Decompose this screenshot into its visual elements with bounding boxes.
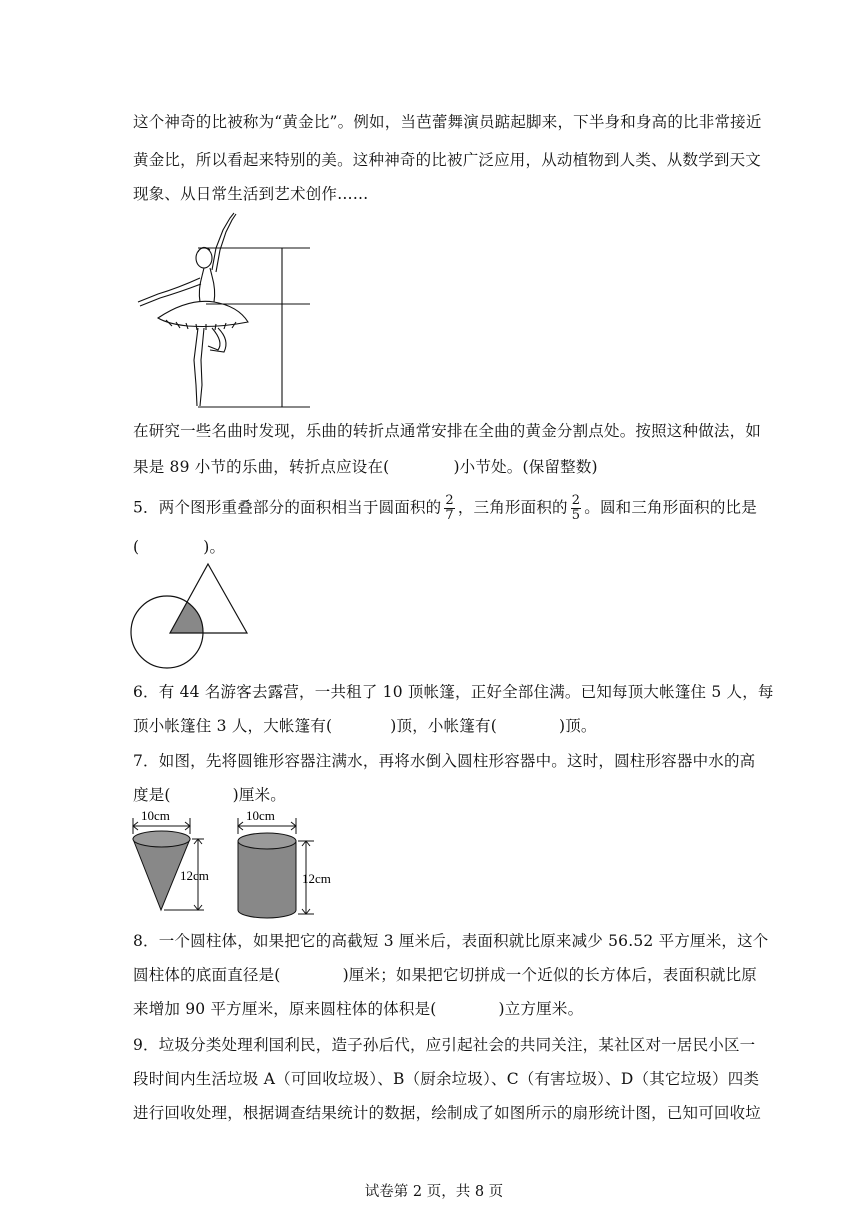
fraction-2-7: $\frac{2}{7}$ xyxy=(445,493,454,523)
question-5-text: 5．两个图形重叠部分的面积相当于圆面积的 xyxy=(133,498,442,517)
question-8-line-3: 来增加 90 平方厘米，原来圆柱体的体积是( )立方厘米。 xyxy=(133,1000,584,1018)
question-5-text: 。圆和三角形面积的比是 xyxy=(584,498,757,517)
sentence-part: )小节处。(保留整数) xyxy=(453,458,598,476)
cone-figure xyxy=(128,808,228,918)
question-9: 9．垃圾分类处理利国利民，造子孙后代，应引起社会的共同关注，某社区对一居民小区一 xyxy=(133,1036,756,1054)
question-6-line-2: 顶小帐篷住 3 人，大帐篷有( )顶，小帐篷有( )顶。 xyxy=(133,717,597,735)
page-footer: 试卷第 2 页，共 8 页 xyxy=(364,1184,504,1200)
question-8-line-2: 圆柱体的底面直径是( )厘米；如果把它切拼成一个近似的长方体后，表面积就比原 xyxy=(133,966,758,984)
question-8: 8．一个圆柱体，如果把它的高截短 3 厘米后，表面积就比原来减少 56.52 平方厘米，这个 xyxy=(133,932,769,950)
paragraph-line: 黄金比，所以看起来特别的美。这种神奇的比被广泛应用，从动植物到人类、从数学到天文 xyxy=(133,151,762,169)
paragraph-line: 这个神奇的比被称为“黄金比”。例如，当芭蕾舞演员踮起脚来，下半身和身高的比非常接近 xyxy=(133,113,762,131)
ballerina-figure xyxy=(128,210,318,415)
question-7: 7．如图，先将圆锥形容器注满水，再将水倒入圆柱形容器中。这时，圆柱形容器中水的高 xyxy=(133,752,756,770)
cone-diameter-label: 10cm xyxy=(141,808,170,823)
cone-height-label: 12cm xyxy=(180,868,209,883)
paragraph-line: 在研究一些名曲时发现，乐曲的转折点通常安排在全曲的黄金分割点处。按照这种做法，如 xyxy=(133,422,762,440)
cylinder-diameter-label: 10cm xyxy=(246,808,275,823)
question-5 xyxy=(133,494,757,523)
sentence-part: 果是 89 小节的乐曲，转折点应设在( xyxy=(133,458,390,476)
paragraph-line: 现象、从日常生活到艺术创作…… xyxy=(133,185,369,203)
question-6: 6．有 44 名游客去露营，一共租了 10 顶帐篷，正好全部住满。已知每顶大帐篷住 5 人，每 xyxy=(133,683,774,701)
question-9-line-3: 进行回收处理，根据调查结果统计的数据，绘制成了如图所示的扇形统计图，已知可回收垃 xyxy=(133,1104,762,1122)
question-9-line-2: 段时间内生活垃圾 A（可回收垃圾）、B（厨余垃圾）、C（有害垃圾）、D（其它垃圾）四类 xyxy=(133,1070,760,1088)
question-5-line-2: ( )。 xyxy=(133,538,226,556)
question-5-text: ，三角形面积的 xyxy=(457,498,568,517)
cylinder-figure xyxy=(234,808,354,920)
paragraph-line xyxy=(133,456,598,478)
fraction-2-5: $\frac{2}{5}$ xyxy=(571,493,581,523)
cylinder-height-label: 12cm xyxy=(302,871,331,886)
question-7-line-2: 度是( )厘米。 xyxy=(133,786,287,804)
circle-triangle-figure xyxy=(130,562,250,670)
